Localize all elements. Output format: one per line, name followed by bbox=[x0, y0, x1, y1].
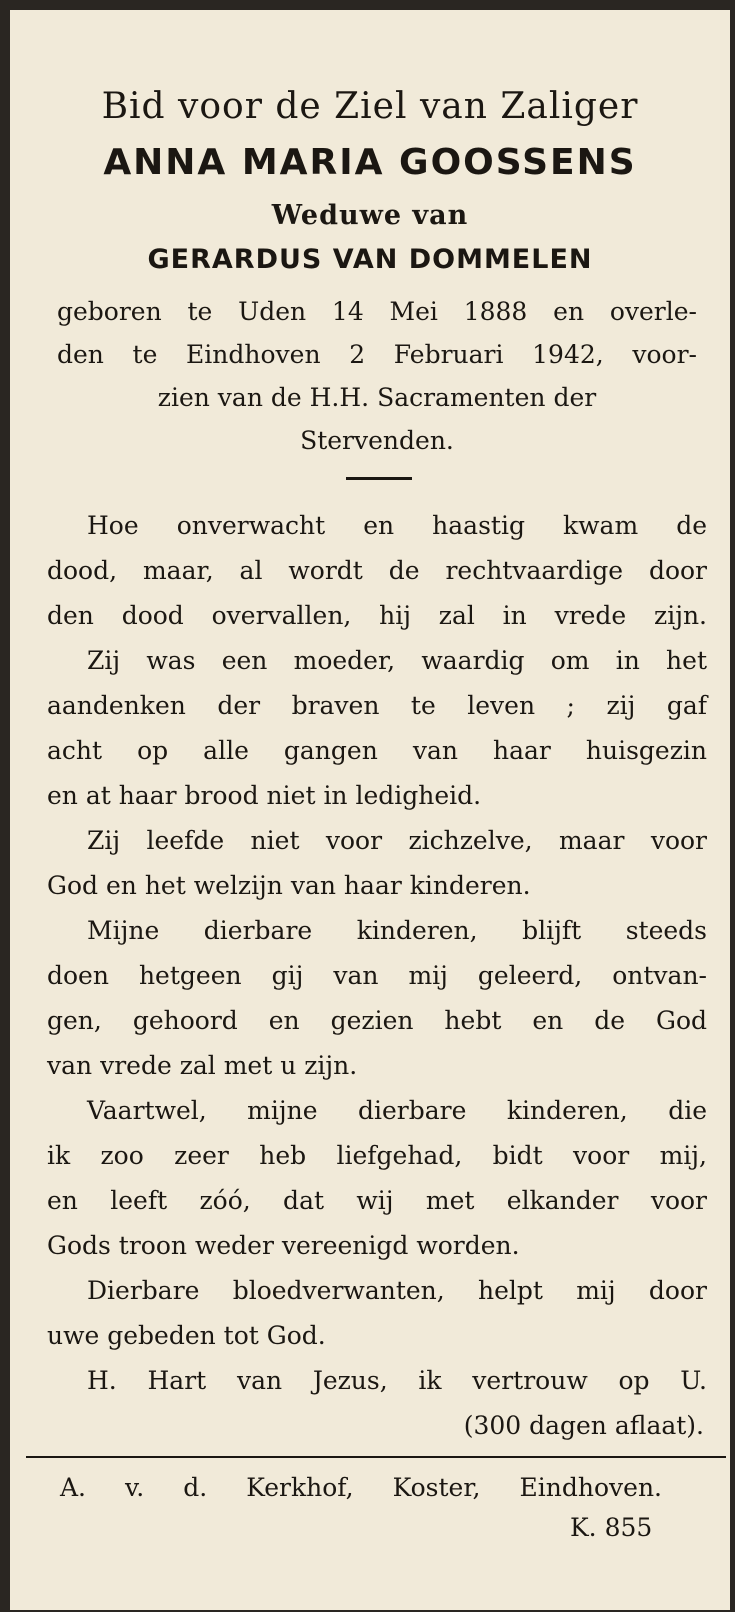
memorial-card bbox=[10, 10, 730, 1610]
text-line: God en het welzijn van haar kinderen. bbox=[47, 871, 531, 900]
prayer-intro: Bid voor de Ziel van Zaliger bbox=[101, 86, 639, 127]
text-line: Gods troon weder vereenigd worden. bbox=[47, 1231, 520, 1260]
printer-credit: A. v. d. Kerkhof, Koster, Eindhoven. bbox=[60, 1473, 662, 1502]
memorial-text bbox=[47, 503, 707, 1358]
text-line: Dierbare bloedverwanten, helpt mij door bbox=[87, 1276, 707, 1305]
card-code: K. 855 bbox=[570, 1513, 653, 1542]
text-line: Stervenden. bbox=[300, 426, 454, 455]
closing-prayer: H. Hart van Jezus, ik vertrouw op U. bbox=[87, 1366, 707, 1395]
text-line: geboren te Uden 14 Mei 1888 en overle- bbox=[57, 297, 697, 326]
text-line: doen hetgeen gij van mij geleerd, ontvan- bbox=[47, 961, 707, 990]
text-line: en leeft zóó, dat wij met elkander voor bbox=[47, 1186, 707, 1215]
text-line: aandenken der braven te leven ; zij gaf bbox=[47, 691, 707, 720]
text-line: ik zoo zeer heb liefgehad, bidt voor mij, bbox=[47, 1141, 707, 1170]
text-line: uwe gebeden tot God. bbox=[47, 1321, 326, 1350]
text-line: den te Eindhoven 2 Februari 1942, voor- bbox=[57, 340, 697, 369]
deceased-name: ANNA MARIA GOOSSENS bbox=[103, 142, 637, 183]
divider-short bbox=[346, 477, 412, 480]
text-line: Hoe onverwacht en haastig kwam de bbox=[87, 511, 707, 540]
text-line: acht op alle gangen van haar huisgezin bbox=[47, 736, 707, 765]
husband-name: GERARDUS VAN DOMMELEN bbox=[147, 244, 593, 275]
text-line: Mijne dierbare kinderen, blijft steeds bbox=[87, 916, 707, 945]
footer-divider bbox=[26, 1456, 726, 1458]
text-line: en at haar brood niet in ledigheid. bbox=[47, 781, 482, 810]
text-line: Zij was een moeder, waardig om in het bbox=[87, 646, 707, 675]
text-line: Vaartwel, mijne dierbare kinderen, die bbox=[87, 1096, 707, 1125]
text-line: Zij leefde niet voor zichzelve, maar voor bbox=[87, 826, 707, 855]
text-line: dood, maar, al wordt de rechtvaardige door bbox=[47, 556, 707, 585]
indulgence-note: (300 dagen aflaat). bbox=[463, 1411, 704, 1440]
text-line: van vrede zal met u zijn. bbox=[47, 1051, 358, 1080]
text-line: gen, gehoord en gezien hebt en de God bbox=[47, 1006, 707, 1035]
text-line: zien van de H.H. Sacramenten der bbox=[157, 383, 597, 412]
widow-of-label: Weduwe van bbox=[271, 200, 469, 231]
birth-death-details bbox=[57, 290, 697, 462]
text-line: den dood overvallen, hij zal in vrede zijn. bbox=[47, 601, 707, 630]
